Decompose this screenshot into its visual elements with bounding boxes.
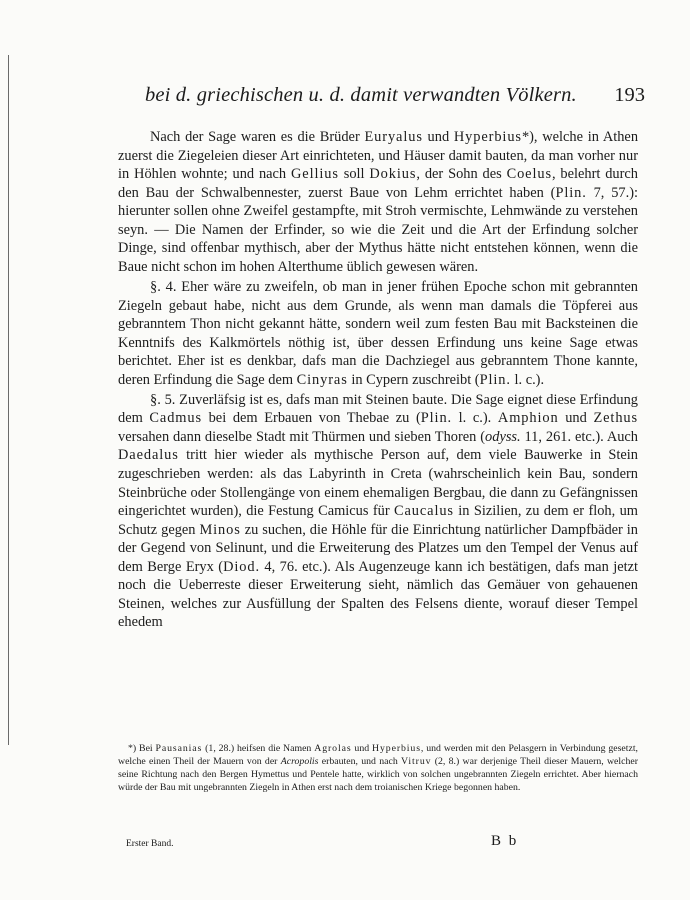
text-run: (1, 28.) heifsen die Namen: [202, 743, 315, 754]
text-run: , belehrt durch den Bau der Schwalbennester, zuerst Baue von Lehm errichtet haben (: [118, 166, 638, 201]
italic-reference: Acropolis: [280, 756, 319, 768]
spaced-name: Dokius: [369, 166, 417, 183]
text-run: §. 4. Eher wäre zu zweifeln, ob man in jener frühen Epoche schon mit gebrannten Ziegeln gebaut habe, nicht aus dem Grunde, als wenn man damals die Töpferei aus gebranntem Thon nicht gekannt hätte, sondern weil zum festen Bau mit Backsteinen die Kenntnifs des Kalkmörtels nöthig ist, über dessen Erfindung uns keine Sage etwas berichtet. Eher ist es denkbar, dafs man die Dachziegel aus gebranntem Thone kannte, deren Erfindung die Sage dem: [118, 278, 638, 388]
text-run: und: [558, 410, 594, 427]
text-run: erbauten, und nach: [318, 756, 402, 768]
text-run: *) Bei: [128, 743, 156, 754]
spaced-name: Agrolas: [314, 743, 352, 754]
text-run: soll: [338, 166, 370, 183]
paragraph: [118, 278, 638, 389]
spaced-name: Minos: [199, 521, 241, 538]
spaced-name: Amphion: [497, 410, 559, 427]
body-text: [118, 128, 638, 632]
text-run: , und werden mit den Pelasgern in Verbindung gesetzt, welche einen Theil der Mauern von der: [118, 743, 639, 768]
text-run: l. c.).: [510, 371, 545, 388]
text-run: 4, 76. etc.). Als Augenzeuge kann ich bestätigen, dafs man jetzt noch die Ueberreste dieser Erweiterung sieht, nämlich das Gemäuer von gehauenen Steinen, welches zur Ausfüllung der Spalten des Felsens diente, worauf dieser Tempel ehedem: [118, 558, 639, 631]
spaced-name: Vitruv: [401, 756, 432, 768]
text-run: Nach der Sage waren es die Brüder: [150, 129, 365, 145]
text-run: 11, 261. etc.). Auch: [520, 428, 638, 445]
footnotes: [118, 742, 638, 794]
spaced-name: Plin.: [420, 410, 453, 427]
spaced-name: Zethus: [593, 410, 639, 427]
text-run: und: [351, 743, 372, 754]
spaced-name: Coelus: [506, 166, 552, 183]
spaced-name: Caucalus: [393, 503, 454, 520]
text-run: *), welche in Athen zuerst die Ziegeleien dieser Art einrichteten, und Häuser damit bauten, da man vorher nur in Höhlen wohnte; und nach: [118, 129, 639, 183]
spaced-name: Euryalus: [364, 129, 423, 145]
text-run: l. c.).: [452, 410, 498, 427]
text-run: §. 5. Zuverläfsig ist es, dafs man mit Steinen baute. Die Sage eignet diese Erfindung dem: [118, 391, 638, 427]
spaced-name: Gellius: [290, 166, 339, 183]
italic-reference: odyss.: [485, 428, 521, 445]
running-title: bei d. griechischen u. d. damit verwandten Völkern.: [145, 84, 577, 106]
paragraph: [118, 128, 638, 276]
text-run: und: [422, 129, 454, 145]
page-header: [145, 84, 645, 112]
text-run: tritt hier wieder als mythische Person auf, dem viele Bauwerke in Stein zugeschrieben werden: als das Labyrinth in Creta (wahrscheinlich kein Bau, sondern Steinbrüche oder Stollengänge von einem ehemaligen Bergbau, die dann zu Gefängnissen eingerichtet wurden), die Festung Camicus für: [118, 447, 638, 520]
text-run: versahen dann dieselbe Stadt mit Thürmen und sieben Thoren (: [118, 428, 486, 445]
spaced-name: Plin.: [479, 371, 511, 388]
text-run: , der Sohn des: [416, 166, 507, 183]
spaced-name: Daedalus: [118, 447, 179, 464]
signature-line: [118, 833, 638, 859]
spaced-name: Cinyras: [296, 371, 348, 388]
text-run: zu suchen, die Höhle für die Einrichtung natürlicher Dampfbäder in der Gegend von Selinunt, und die Erweiterung des Platzes um den Tempel der Venus auf dem Berge Eryx (: [118, 521, 638, 575]
paragraph: [118, 391, 638, 632]
page-number: 193: [614, 84, 645, 106]
footnote: [118, 742, 638, 794]
text-run: 7, 57.): hierunter sollen ohne Zweifel gestampfte, mit Stroh vermischte, Lehmwände zu verstehen seyn. — Die Namen der Erfinder, so wie die Zeit und die Art der Erfindung solcher Dinge, sind offenbar mythisch, aber der Mythus hätte nicht entstehen können, wenn die Baue nicht schon im hohen Alterthume üblich gewesen wären.: [118, 184, 638, 275]
spaced-name: Plin.: [555, 184, 587, 201]
signature-mark: B b: [491, 833, 519, 849]
text-run: in Cypern zuschreibt (: [347, 371, 480, 388]
page-margin-line: [8, 55, 9, 745]
spaced-name: Pausanias: [155, 743, 203, 754]
spaced-name: Diod.: [223, 558, 260, 575]
spaced-name: Hyperbius: [453, 129, 522, 145]
text-run: (2, 8.) war derjenige Theil dieser Mauern, welcher seine Richtung nach den Bergen Hymettus und Pentele hatte, wirklich von solchen ungebrannten Ziegeln errichtet. Aber hiernach würde der Bau mit ungebrannten Ziegeln in Athen erst nach dem troianischen Kriege begonnen haben.: [118, 756, 638, 794]
text-run: in Sizilien, zu dem er floh, um Schutz gegen: [118, 503, 638, 538]
text-run: bei dem Erbauen von Thebae zu (: [201, 410, 421, 427]
spaced-name: Cadmus: [149, 410, 202, 427]
volume-label: Erster Band.: [126, 839, 174, 849]
spaced-name: Hyperbius: [372, 743, 421, 754]
